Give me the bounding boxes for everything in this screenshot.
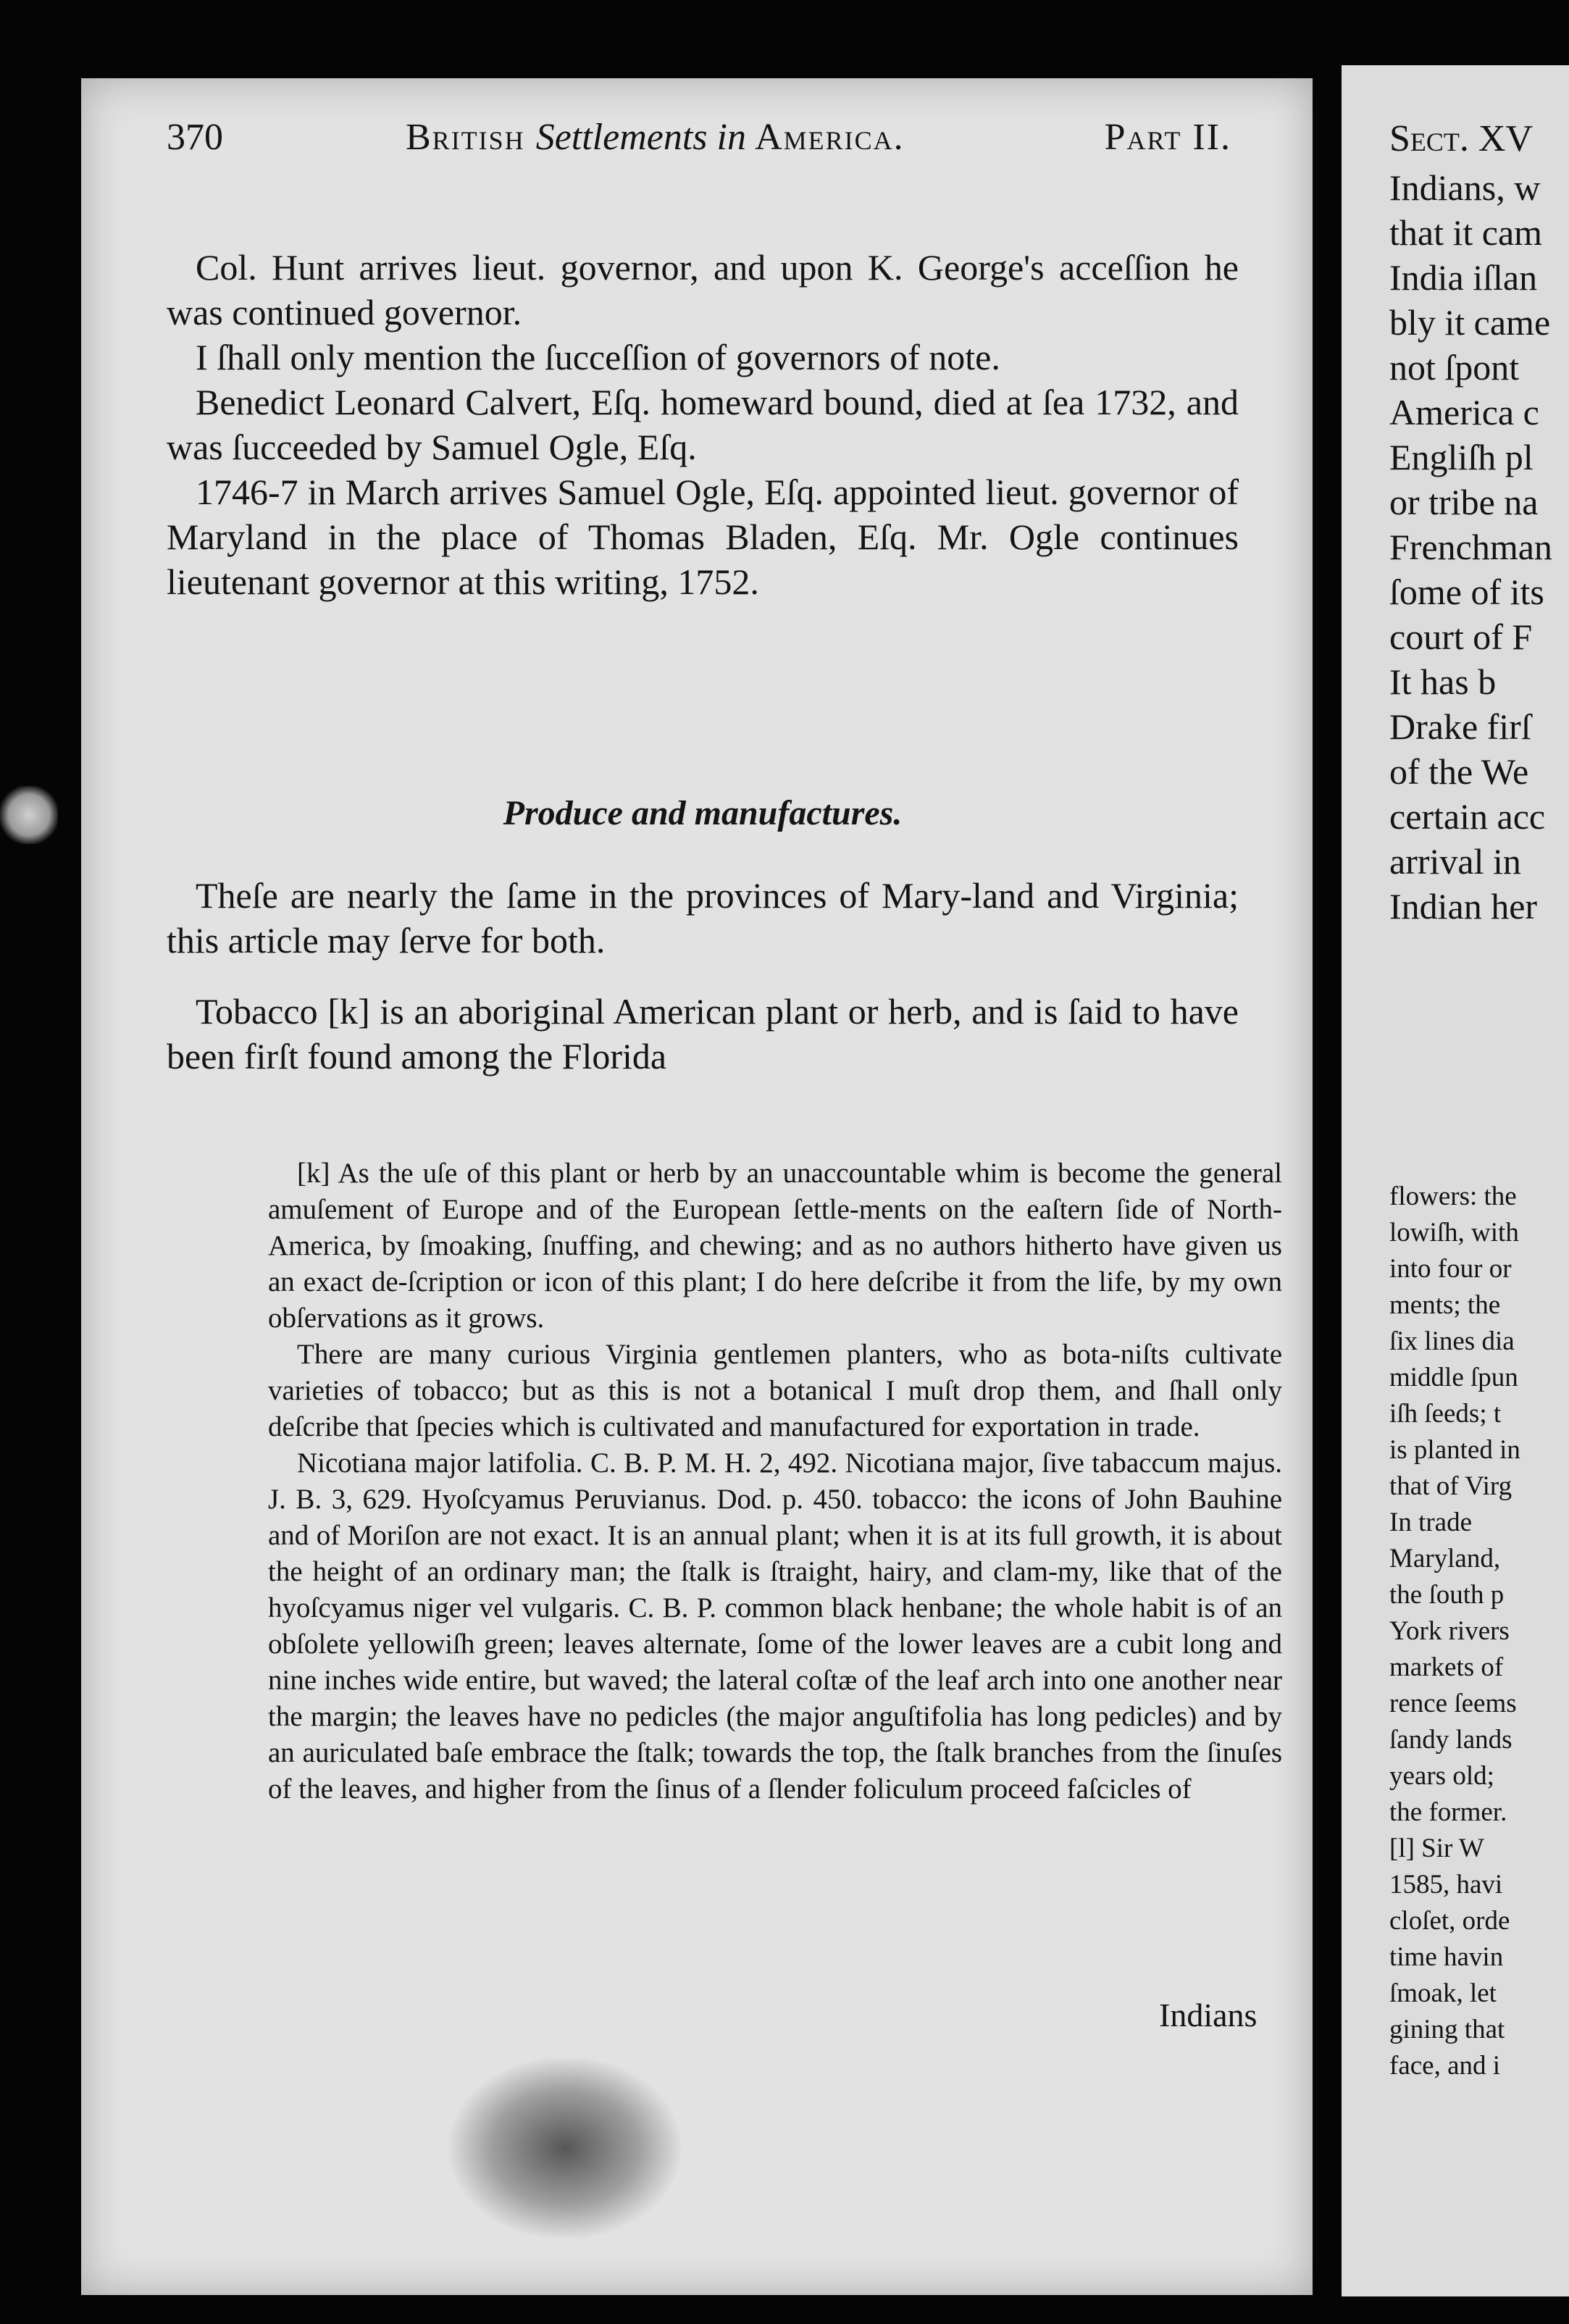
footnote-paragraph: There are many curious Virginia gentlemen planters, who as bota-niſts cultivate varieties of tobacco; but as this is not a botanical I muſt drop them, and ſhall only deſcribe that ſpecies which is cultivated and manufactured for exportation in trade. [268, 1339, 1282, 1442]
footnote-paragraph: Nicotiana major latifolia. C. B. P. M. H. 2, 492. Nicotiana major, ſive tabaccum majus. J. B. 3, 629. Hyoſcyamus Peruvianus. Dod. p. 450. tobacco: the icons of John Bauhine and of Moriſon are not exact. It is an annual plant; when it is at its full growth, it is about the height of an ordinary man; the ſtalk is ſtraight, hairy, and clam-my, like that of the hyoſcyamus niger vel vulgaris. C. B. P. common black henbane; the whole habit is of an obſolete yellowiſh green; leaves alternate, ſome of the lower leaves are a cubit long and nine inches wide entire, but waved; the lateral coſtæ of the leaf arch into one another near the margin; the leaves have no pedicles (the major anguſtifolia has long pedicles) and by an auriculated baſe embrace the ſtalk; towards the top, the ſtalk branches from the ſinuſes of the leaves, and higher from the ſinus of a ſlender foliculum proceed faſcicles of [268, 1447, 1282, 1805]
paragraph: Tobacco [k] is an aboriginal American plant or herb, and is ſaid to have been firſt found among the Florida [167, 991, 1239, 1077]
right-page-line: court of F [1389, 616, 1533, 657]
paragraph: 1746-7 in March arrives Samuel Ogle, Eſq. appointed lieut. governor of Maryland in the place of Thomas Bladen, Eſq. Mr. Ogle continues lieutenant governor at this writing, 1752. [167, 472, 1239, 602]
right-page-footnote-line: 1585, havi [1389, 1870, 1503, 1899]
right-page-line: arrival in [1389, 841, 1521, 882]
right-page-footnote-line: markets of [1389, 1652, 1504, 1682]
right-page-footnote-line: Maryland, [1389, 1544, 1501, 1573]
right-running-head: Sect. XV [1389, 118, 1534, 159]
right-page-footnote-line: that of Virg [1389, 1471, 1512, 1501]
running-head [167, 116, 1231, 167]
right-page-footnote-line: ments; the [1389, 1290, 1501, 1320]
right-page-line: ſome of its [1389, 572, 1544, 612]
right-page-line: of the We [1389, 751, 1529, 792]
ink-smudge [449, 2057, 681, 2239]
paragraph: Theſe are nearly the ſame in the provinces of Mary-land and Virginia; this article may ſerve for both. [167, 875, 1239, 961]
right-page-line: It has b [1389, 661, 1497, 702]
right-page-line: Engliſh pl [1389, 437, 1534, 477]
body-text-upper [167, 245, 1239, 604]
footnote [268, 1155, 1282, 1807]
running-title: British Settlements in America. [406, 117, 905, 158]
right-page-footnote-line: lowiſh, with [1389, 1218, 1519, 1247]
right-page-line: certain acc [1389, 796, 1546, 837]
right-page-footnote-line: the ſouth p [1389, 1580, 1505, 1610]
catchword: Indians [1159, 1997, 1258, 2034]
right-page-line: bly it came [1389, 302, 1551, 343]
right-page-line: or tribe na [1389, 482, 1539, 522]
part-label: Part II. [1104, 117, 1231, 158]
right-page-footnote-line: flowers: the [1389, 1182, 1517, 1211]
right-page-footnote-line: York rivers [1389, 1616, 1510, 1646]
right-page-line: Frenchman [1389, 527, 1552, 567]
right-page-line: Drake firſ [1389, 706, 1531, 747]
section-heading: Produce and manufactures. [503, 794, 903, 832]
right-page [1342, 65, 1569, 2296]
right-page-line: that it cam [1389, 212, 1543, 253]
paragraph: Benedict Leonard Calvert, Eſq. homeward bound, died at ſea 1732, and was ſucceeded by Samuel Ogle, Eſq. [167, 382, 1239, 467]
right-page-footnote-line: years old; [1389, 1761, 1494, 1791]
right-page-footnote-line: iſh ſeeds; t [1389, 1399, 1502, 1429]
right-page-footnote-line: rence ſeems [1389, 1689, 1517, 1718]
right-page-footnote-line: In trade [1389, 1508, 1473, 1537]
right-page-footnote-line: ſix lines dia [1389, 1326, 1515, 1356]
right-page-line: Indians, w [1389, 167, 1541, 208]
page-number: 370 [167, 117, 223, 158]
right-page-line: America c [1389, 392, 1539, 432]
right-page-line: not ſpont [1389, 347, 1520, 388]
footnote-paragraph: [k] As the uſe of this plant or herb by an unaccountable whim is become the general amuſement of Europe and of the European ſettle-ments on the eaſtern ſide of North-America, by ſmoaking, ſnuffing, and chewing; and as no authors hitherto have given us an exact de-ſcription or icon of this plant; I do here deſcribe it from the life, by my own obſervations as it grows. [268, 1158, 1282, 1334]
right-page-footnote-line: the former. [1389, 1797, 1507, 1827]
right-page-footnote-line: is planted in [1389, 1435, 1520, 1465]
right-page-footnote-line: into four or [1389, 1254, 1512, 1284]
paragraph: I ſhall only mention the ſucceſſion of governors of note. [196, 337, 1000, 377]
paragraph: Col. Hunt arrives lieut. governor, and upon K. George's acceſſion he was continued governor. [167, 247, 1239, 333]
right-page-line: India iſlan [1389, 257, 1538, 298]
right-page-footnote-line: ſandy lands [1389, 1725, 1512, 1755]
right-page-footnote-line: [l] Sir W [1389, 1834, 1484, 1863]
right-page-footnote-line: gining that [1389, 2015, 1505, 2044]
right-page-line: Indian her [1389, 886, 1538, 927]
body-text-lower [167, 873, 1239, 1079]
margin-blot [0, 786, 58, 844]
right-page-footnote-line: ſmoak, let [1389, 1978, 1497, 2008]
right-page-footnote-line: middle ſpun [1389, 1363, 1518, 1392]
right-page-footnote-line: face, and i [1389, 2051, 1501, 2081]
right-page-footnote-line: cloſet, orde [1389, 1906, 1510, 1936]
right-page-footnote-line: time havin [1389, 1942, 1504, 1972]
